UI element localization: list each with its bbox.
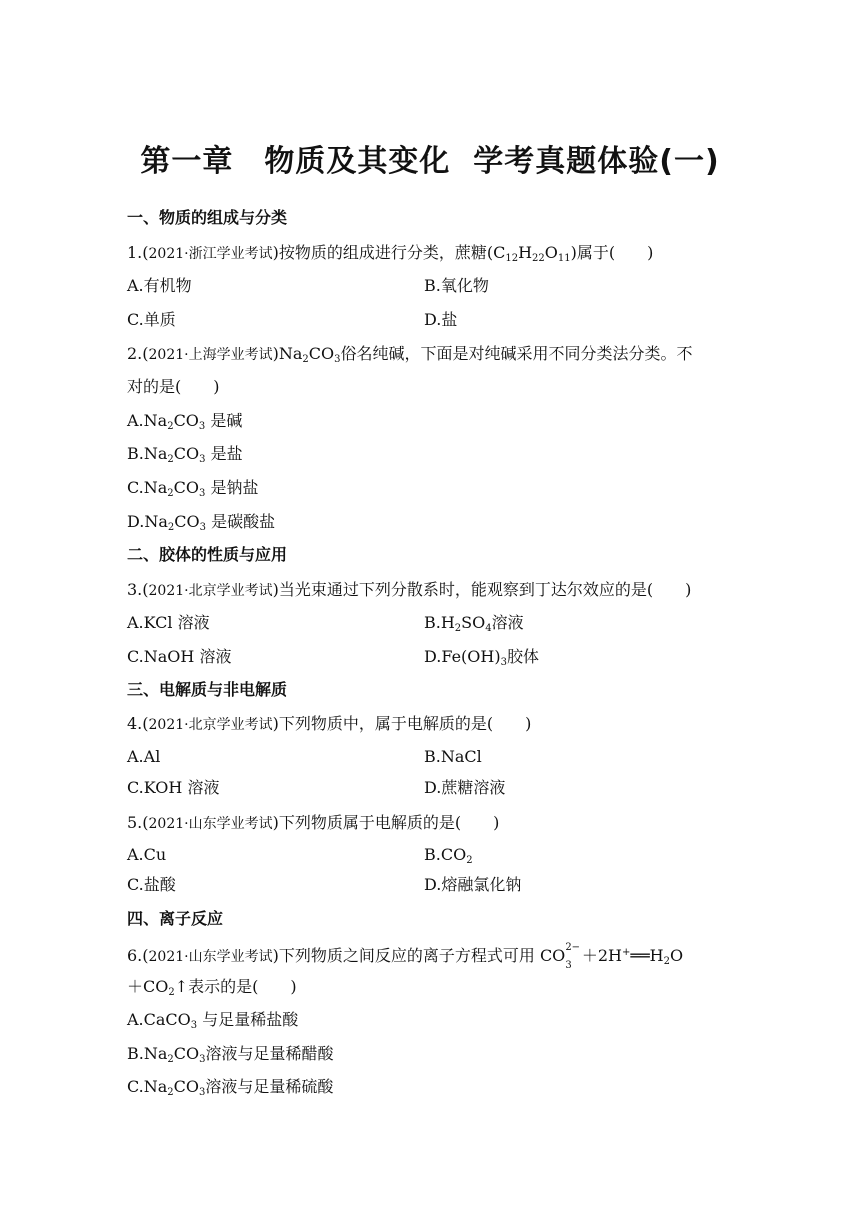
option-b: $B.Na_2CO_3$溶液与足量稀醋酸 — [127, 1044, 334, 1065]
question-6: 6.(2021·山东学业考试)下列物质之间反应的离子方程式可用 CO 2− $_3 +2H^+══H_2O$ — [127, 942, 684, 971]
option-a: A.Al — [127, 747, 161, 766]
question-source: 2021·山东学业考试 — [148, 949, 273, 965]
option-c: C.单质 — [127, 310, 176, 329]
question-2-line-2: 对的是( ) — [127, 377, 220, 396]
carbonate-ion-charge: 2− $_3$ — [565, 942, 581, 971]
option-b: $B.CO_2$ — [424, 845, 473, 866]
option-d: D.盐 — [424, 310, 458, 329]
option-b: B.氧化物 — [424, 276, 489, 295]
question-source: 2021·山东学业考试 — [148, 816, 273, 832]
option-c: $C.Na_2CO_3$溶液与足量稀硫酸 — [127, 1077, 334, 1098]
section-heading: 一、物质的组成与分类 — [127, 208, 288, 227]
option-d: D.蔗糖溶液 — [424, 778, 506, 797]
option-c: $C.Na_2CO_3$ 是钠盐 — [127, 478, 259, 499]
option-d: $D.Fe(OH)_3$胶体 — [424, 647, 539, 668]
question-5: 5.(2021·山东学业考试)下列物质属于电解质的是( ) — [127, 813, 500, 832]
option-a: A.CaCO$_3$ 与足量稀盐酸 — [127, 1010, 299, 1031]
question-6-line-2: $+CO_2↑$表示的是( ) — [127, 977, 297, 998]
page-title: 第一章 物质及其变化 学考真题体验(一) — [140, 144, 720, 179]
option-a: A.有机物 — [127, 276, 192, 295]
option-b: $B.H_2SO_4$溶液 — [424, 613, 524, 634]
question-source: 2021·北京学业考试 — [148, 583, 273, 599]
question-source: 2021·浙江学业考试 — [148, 246, 273, 262]
option-c: C.KOH 溶液 — [127, 778, 220, 797]
option-c: C.盐酸 — [127, 875, 176, 894]
section-heading: 三、电解质与非电解质 — [127, 680, 288, 699]
option-a: A.Cu — [127, 845, 167, 864]
question-1: 1.(2021·浙江学业考试)按物质的组成进行分类，蔗糖$(C_{12}H_{22}O_{11})$属于( ) — [127, 243, 654, 264]
question-source: 2021·上海学业考试 — [148, 347, 273, 363]
question-4: 4.(2021·北京学业考试)下列物质中，属于电解质的是( ) — [127, 714, 532, 733]
option-a: A.KCl 溶液 — [127, 613, 210, 632]
option-c: C.NaOH 溶液 — [127, 647, 232, 666]
section-heading: 二、胶体的性质与应用 — [127, 545, 288, 564]
option-b: B.NaCl — [424, 747, 482, 766]
question-2: 2.(2021·上海学业考试)$Na_2CO_3$俗名纯碱，下面是对纯碱采用不同分类法分类。不 — [127, 344, 693, 365]
option-d: $D.Na_2CO_3$ 是碳酸盐 — [127, 512, 276, 533]
option-b: $B.Na_2CO_3$ 是盐 — [127, 444, 243, 465]
option-d: D.熔融氯化钠 — [424, 875, 522, 894]
question-3: 3.(2021·北京学业考试)当光束通过下列分散系时，能观察到丁达尔效应的是( ) — [127, 580, 692, 599]
section-heading: 四、离子反应 — [127, 909, 224, 928]
question-source: 2021·北京学业考试 — [148, 717, 273, 733]
option-a: $A.Na_2CO_3$ 是碱 — [127, 411, 243, 432]
